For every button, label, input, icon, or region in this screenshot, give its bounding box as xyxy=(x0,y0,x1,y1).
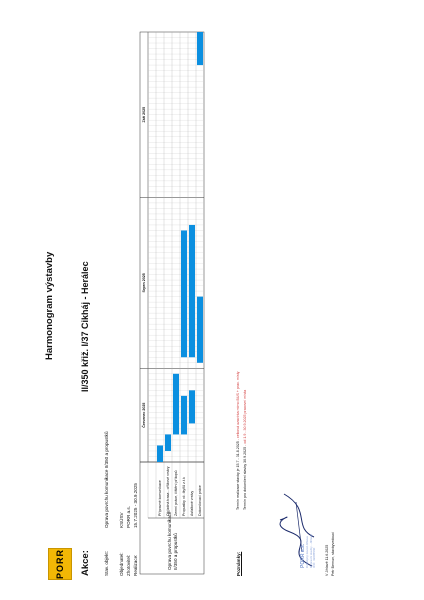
gantt-bar xyxy=(197,297,203,363)
object-name-line2: II/350 a propustků xyxy=(173,533,178,570)
gantt-bar xyxy=(181,396,187,435)
task-label: Přípravné komunikace xyxy=(158,480,162,516)
notes-line-1-prefix: Termín realizace stavby je 15.7 - 31.8.2025 xyxy=(236,441,240,510)
state-value: Oprava povrchu komunikace II/350 a propustků xyxy=(104,431,109,528)
gantt-bar xyxy=(189,225,195,357)
gantt-bar xyxy=(189,390,195,423)
stamp-line-1: Odštěpný závod Jihlava xyxy=(305,536,309,568)
client-value: KSÚSV xyxy=(119,512,124,528)
task-label: Dokončovací práce xyxy=(198,485,202,516)
client-label: Objednatel: xyxy=(119,552,124,576)
contractor-value: PORR a.s. xyxy=(126,506,131,528)
stamp-line-2: Dopravní stavby - Jihlava xyxy=(308,534,313,568)
gantt-bar xyxy=(173,374,179,435)
gantt-bar xyxy=(181,230,187,357)
porr-logo: PORR xyxy=(48,548,72,580)
page-title: Harmonogram výstavby xyxy=(44,251,55,360)
notes-label: Poznámky: xyxy=(236,551,241,576)
month-label: Září 2025 xyxy=(142,106,146,123)
signatory: Petr Bernun, stavbyvedoucí xyxy=(331,531,335,576)
gantt-bar xyxy=(165,434,171,451)
action-name: II/350 křiž. I/37 Cikháj - Herálec xyxy=(80,261,90,392)
stamp-line-3: IČO: 43005560 xyxy=(312,547,317,568)
contractor-label: Zhotovitel: xyxy=(126,554,131,576)
action-label: Akce: xyxy=(80,550,91,576)
place-date: V Jihlavě 11.6.2025 xyxy=(325,544,329,576)
state-label: Stav. objekt: xyxy=(104,551,109,576)
task-label: Zemní práce, čištění příkopů xyxy=(174,470,178,516)
object-name-line1: Oprava povrchu komunikace xyxy=(167,511,172,570)
gantt-chart xyxy=(40,28,380,588)
notes-line-2-suffix: - od 1.9 - 30.9.2025 pracovní místa xyxy=(243,389,247,447)
realization-value: 15.7.2025 - 30.9.2025 xyxy=(133,483,138,528)
stamp-lines xyxy=(306,508,317,568)
task-label: Asfaltové vrstvy xyxy=(190,490,194,516)
notes-line-1-suffix: - celková uzavírka mimo BUS + prac. místy xyxy=(236,371,240,442)
month-label: Červenec 2025 xyxy=(142,402,146,428)
notes-line-1 xyxy=(236,371,240,510)
month-label: Srpen 2025 xyxy=(142,273,146,293)
task-label: Propustky vč. čtyřlů z.t.k xyxy=(182,477,186,516)
notes-line-2-prefix: Termín pro dokončení stavby 30.9.2025 xyxy=(243,446,247,510)
realization-label: Realizace: xyxy=(133,554,138,576)
task-label: Objízdná trasa - ořfižové vrstvy xyxy=(166,466,170,516)
gantt-bar xyxy=(157,445,163,462)
rotated-sheet xyxy=(40,28,380,588)
notes-line-2 xyxy=(243,390,247,510)
gantt-bar xyxy=(197,32,203,65)
stamp-company: PORR a.s. xyxy=(300,543,306,568)
